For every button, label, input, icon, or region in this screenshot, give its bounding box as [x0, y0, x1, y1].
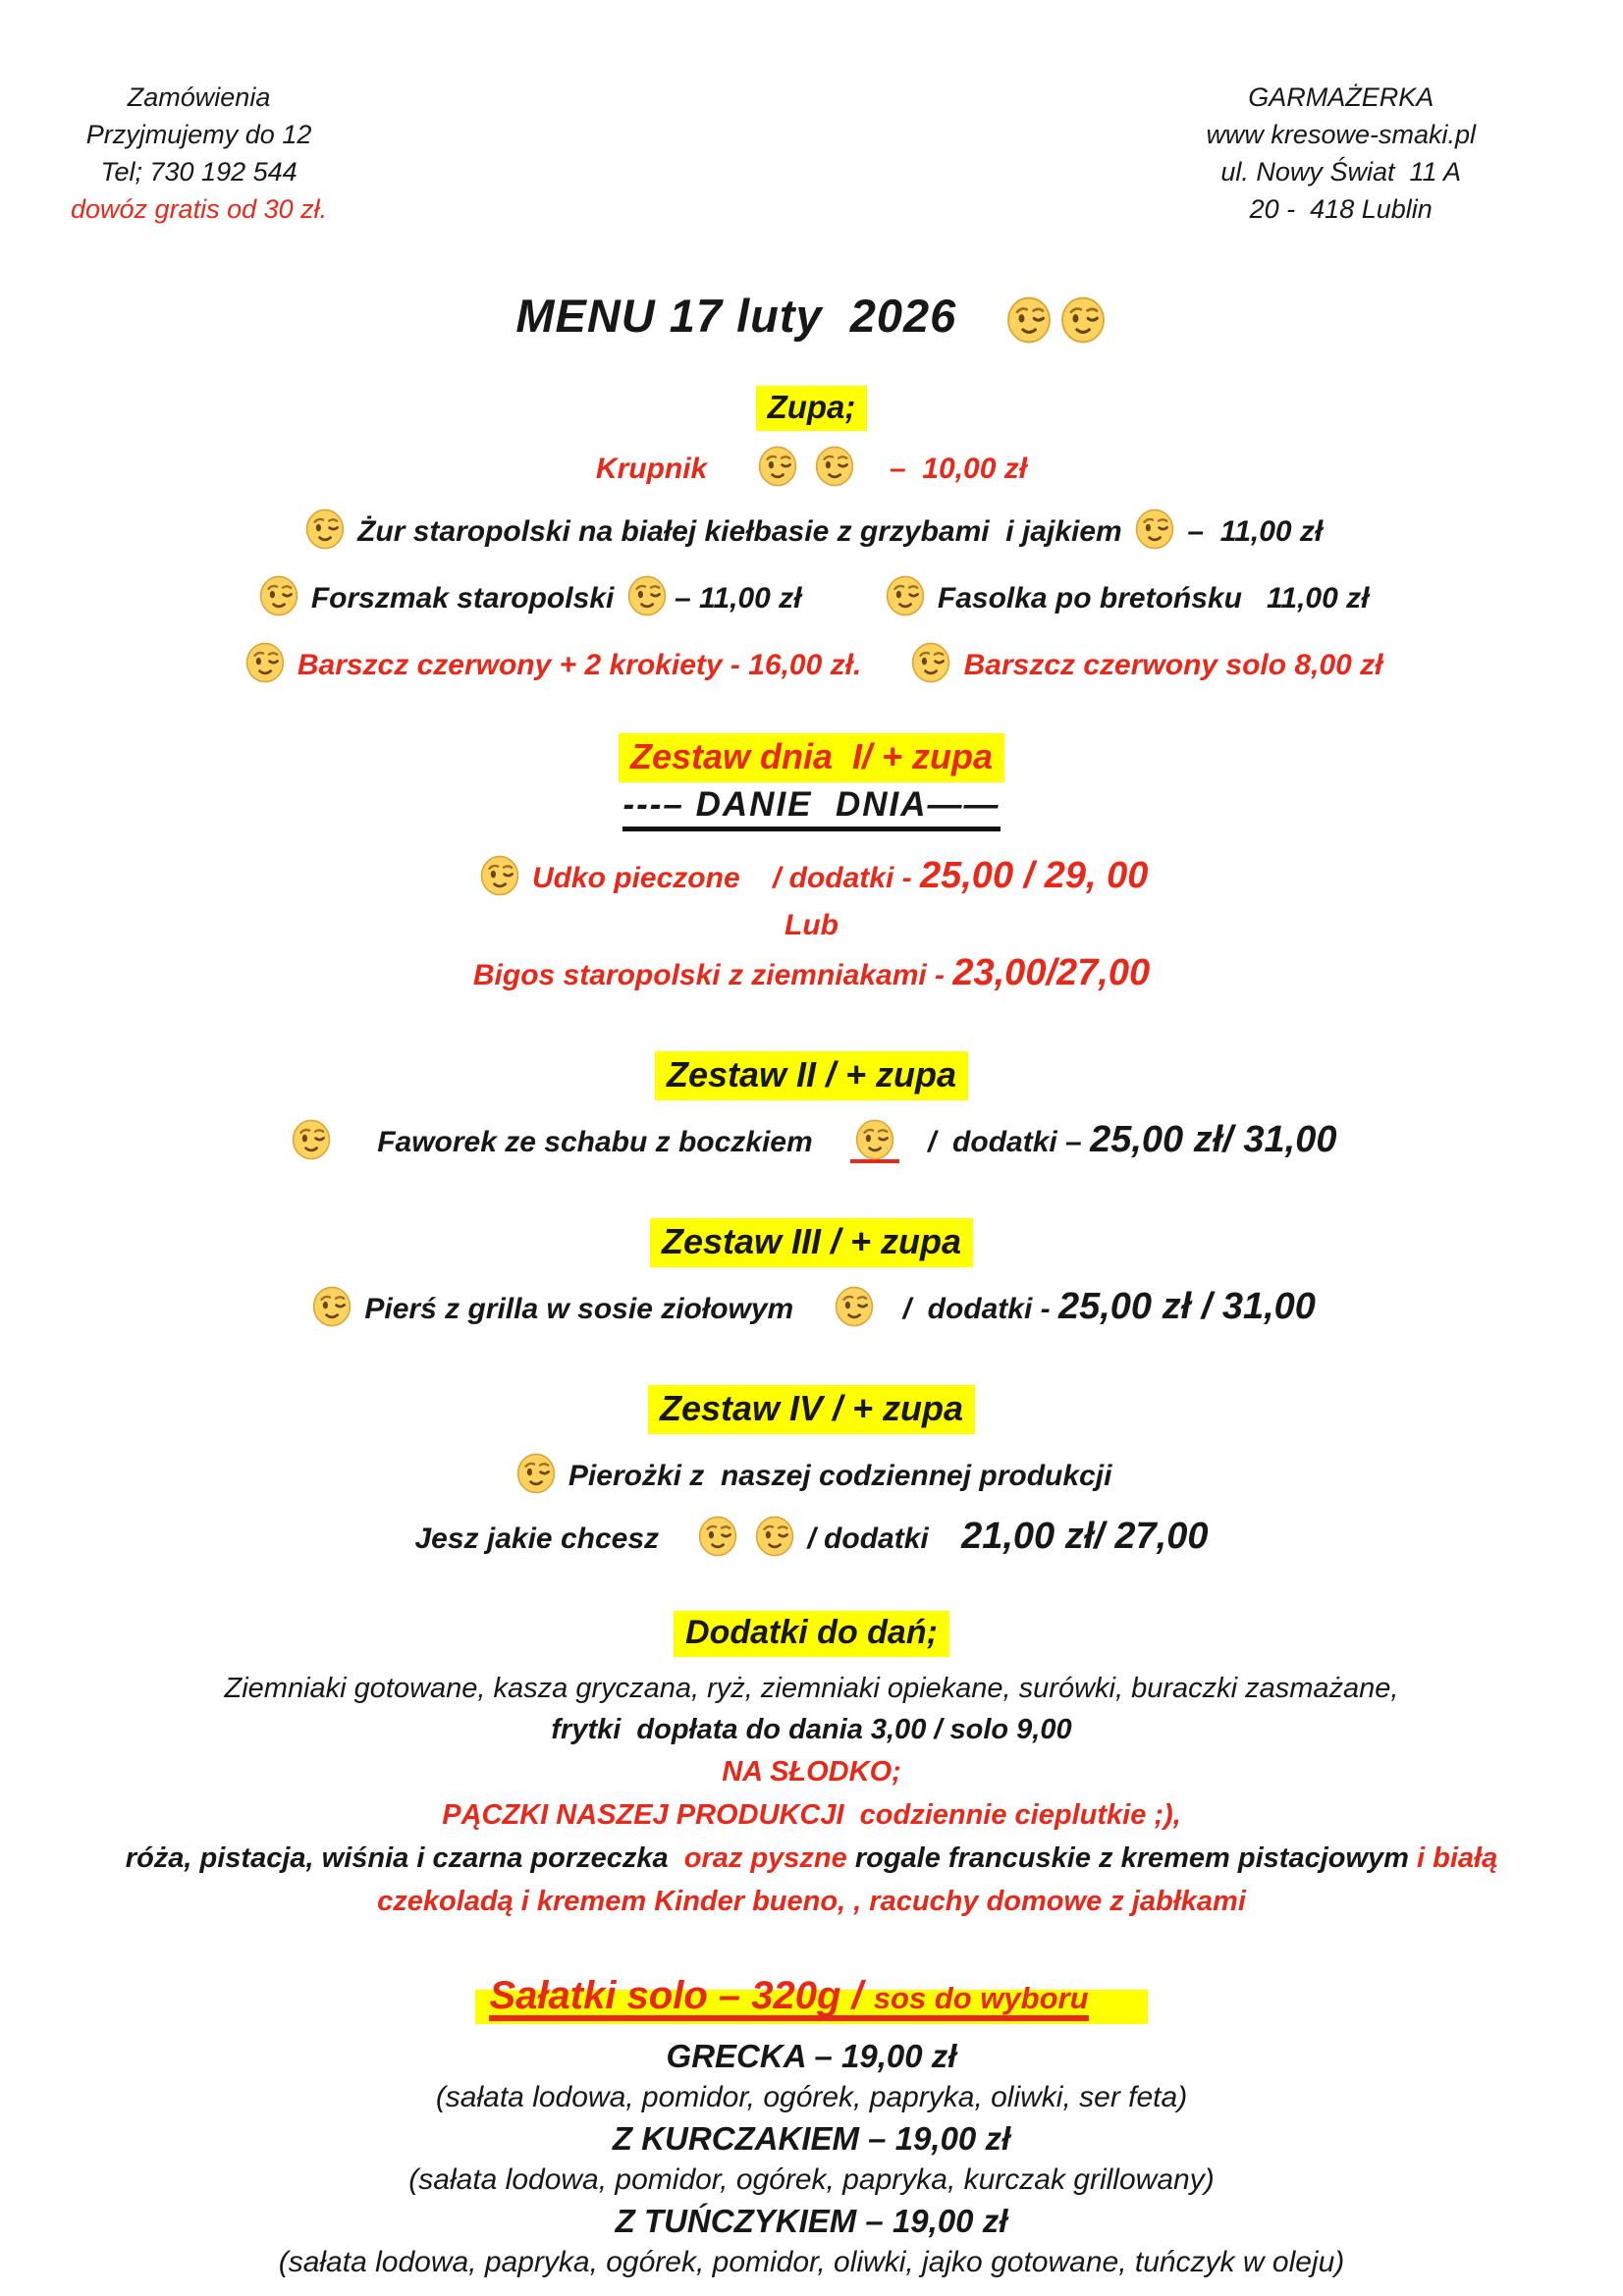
menu-item-piers: Pierś z grilla w sosie ziołowym / dodatki - 25,00 zł / 31,00: [0, 1286, 1623, 1329]
soup-heading: Zupa;: [756, 386, 868, 431]
na-slodko-heading: NA SŁODKO;: [722, 1756, 901, 1788]
menu-item-krupnik: Krupnik – 10,00 zł: [0, 446, 1623, 489]
winking-face-emoji-icon: [698, 1516, 737, 1557]
business-name: GARMAŻERKA: [1248, 82, 1434, 112]
dodatki-heading: Dodatki do dań;: [674, 1611, 949, 1657]
zestaw2-heading-row: [0, 1054, 1623, 1095]
winking-face-emoji-icon: [835, 1286, 874, 1327]
menu-item-barszcz-krokiety: Barszcz czerwony + 2 krokiety - 16,00 zł.: [241, 642, 862, 685]
menu-item-barszcz-solo: Barszcz czerwony solo 8,00 zł: [906, 642, 1382, 685]
winking-face-emoji-icon: [911, 642, 950, 683]
menu-item-pierozki: Pierożki z naszej codziennej produkcji: [0, 1453, 1623, 1496]
salad-kurczak-desc: (sałata lodowa, pomidor, ogórek, papryka, kurczak grillowany): [408, 2163, 1215, 2196]
menu-item-bigos: Bigos staropolski z ziemniakami - 23,00/27,00: [472, 952, 1151, 993]
winking-face-emoji-icon: [815, 446, 854, 487]
orders-info-block: [71, 79, 327, 228]
soup-section-heading-row: [0, 389, 1623, 426]
website-url: www kresowe-smaki.pl: [1206, 120, 1476, 149]
winking-face-emoji-icon: [758, 446, 797, 487]
page-header: [0, 0, 1623, 228]
zestaw1-heading-row: [0, 736, 1623, 777]
salads-heading-row: [0, 1974, 1623, 2018]
pierozki-price-row: Jesz jakie chcesz / dodatki 21,00 zł/ 27,00: [414, 1516, 1209, 1557]
winking-face-emoji-icon: [755, 1516, 794, 1557]
menu-item-faworek: Faworek ze schabu z boczkiem / dodatki – 25,00 zł/ 31,00: [0, 1119, 1623, 1162]
winking-face-emoji-icon: [305, 508, 345, 550]
salad-kurczak: Z KURCZAKIEM – 19,00 zł: [612, 2120, 1011, 2157]
salad-tunczyk: Z TUŃCZYKIEM – 19,00 zł: [615, 2203, 1008, 2239]
menu-item-udko: Udko pieczone / dodatki - 25,00 / 29, 00: [0, 855, 1623, 898]
zestaw1-heading: Zestaw dnia I/ + zupa: [619, 733, 1004, 782]
menu-item-zur: Żur staropolski na białej kiełbasie z grzybami i jajkiem – 11,00 zł: [0, 508, 1623, 552]
dodatki-heading-row: [0, 1614, 1623, 1652]
winking-face-emoji-icon: [1060, 296, 1106, 344]
salad-grecka-desc: (sałata lodowa, pomidor, ogórek, papryka, oliwki, ser feta): [435, 2081, 1188, 2113]
czekolada-line: czekoladą i kremem Kinder bueno, , racuchy domowe z jabłkami: [377, 1886, 1246, 1917]
menu-title: MENU 17 luty 2026: [515, 290, 957, 342]
danie-dnia-subheading: ---– DANIE DNIA——: [622, 785, 1000, 831]
soup-two-column-row: [0, 575, 1623, 618]
dodatki-list: Ziemniaki gotowane, kasza gryczana, ryż, ziemniaki opiekane, surówki, buraczki zasmażane,: [224, 1673, 1399, 1704]
zestaw3-heading: Zestaw III / + zupa: [650, 1218, 973, 1267]
rogale-line: róża, pistacja, wiśnia i czarna porzeczka oraz pyszne rogale francuskie z kremem pistacjowym i białą: [125, 1842, 1498, 1874]
paczki-line: PĄCZKI NASZEJ PRODUKCJI codziennie cieplutkie ;),: [442, 1799, 1181, 1831]
winking-face-emoji-icon: [1006, 296, 1052, 344]
zestaw4-heading: Zestaw IV / + zupa: [648, 1385, 975, 1434]
winking-face-emoji-icon: [312, 1286, 352, 1327]
winking-face-emoji-icon: [855, 1119, 894, 1160]
lub-separator: Lub: [784, 909, 839, 941]
danie-dnia-row: [0, 785, 1623, 831]
zestaw3-heading-row: [0, 1221, 1623, 1262]
winking-face-emoji-icon: [259, 575, 298, 616]
business-info-block: [1206, 79, 1476, 228]
street-address: ul. Nowy Świat 11 A: [1220, 157, 1462, 187]
menu-item-forszmak: Forszmak staropolski – 11,00 zł: [254, 575, 802, 618]
barszcz-two-column-row: [0, 642, 1623, 685]
free-delivery-note: dowóz gratis od 30 zł.: [71, 194, 328, 224]
winking-face-emoji-icon: [886, 575, 925, 616]
winking-face-emoji-icon: [627, 575, 667, 616]
orders-title: Zamówienia: [127, 82, 271, 112]
winking-face-emoji-icon: [1135, 508, 1174, 550]
menu-item-fasolka: Fasolka po bretońsku 11,00 zł: [881, 575, 1370, 618]
menu-title-row: [0, 289, 1623, 344]
orders-hours: Przyjmujemy do 12: [85, 120, 312, 149]
winking-face-emoji-icon: [516, 1453, 556, 1494]
frytki-note: frytki dopłata do dania 3,00 / solo 9,00: [551, 1714, 1072, 1745]
zestaw2-heading: Zestaw II / + zupa: [655, 1051, 968, 1100]
salad-grecka: GRECKA – 19,00 zł: [666, 2038, 957, 2074]
winking-face-emoji-icon: [245, 642, 285, 683]
city-postcode: 20 - 418 Lublin: [1249, 194, 1433, 224]
zestaw4-heading-row: [0, 1388, 1623, 1429]
winking-face-emoji-icon: [292, 1119, 331, 1160]
phone-number: Tel; 730 192 544: [100, 157, 298, 187]
salad-tunczyk-desc: (sałata lodowa, papryka, ogórek, pomidor, oliwki, jajko gotowane, tuńczyk w oleju): [278, 2246, 1345, 2278]
winking-face-emoji-icon: [480, 855, 519, 896]
salads-heading: Sałatki solo – 320g / sos do wyboru: [475, 1990, 1147, 2024]
